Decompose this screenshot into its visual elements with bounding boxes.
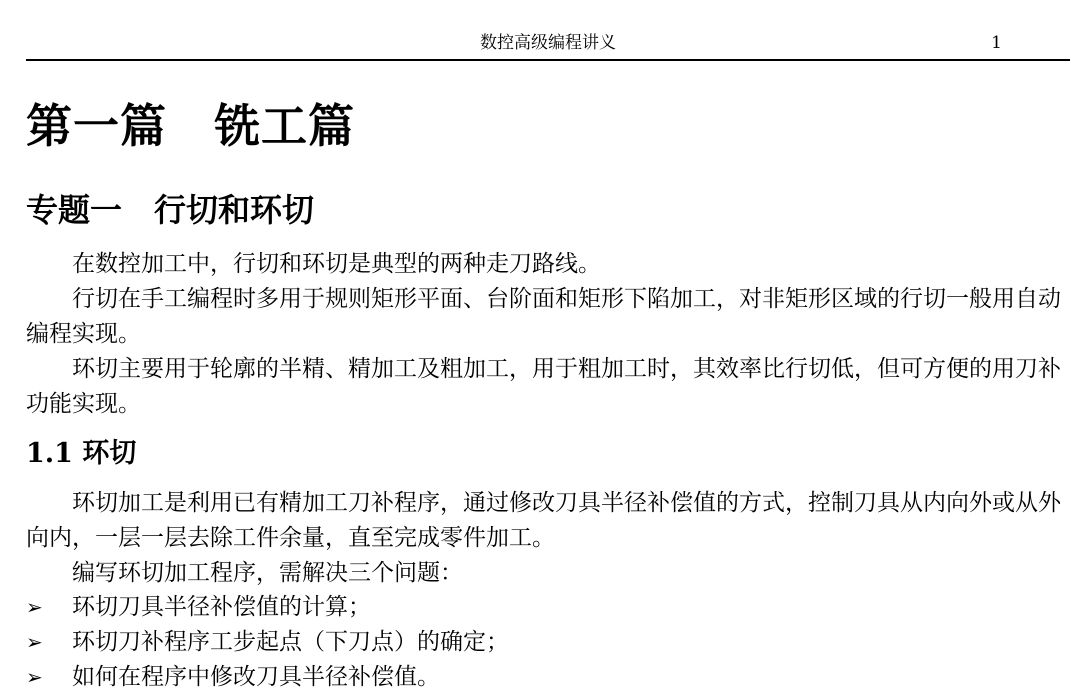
section-paragraph-2: 编写环切加工程序，需解决三个问题： bbox=[72, 560, 463, 586]
header-title: 数控高级编程讲义 bbox=[480, 33, 616, 53]
part-title: 第一篇 铣工篇 bbox=[26, 99, 355, 153]
list-item-text: 环切刀具半径补偿值的计算； bbox=[72, 594, 371, 620]
intro-paragraph-3: 环切主要用于轮廓的半精、精加工及粗加工，用于粗加工时，其效率比行切低，但可方便的用刀补功能实现。 bbox=[26, 356, 1061, 417]
list-item-text: 环切刀补程序工步起点（下刀点）的确定； bbox=[72, 629, 509, 655]
list-item bbox=[26, 590, 1070, 625]
page-header bbox=[26, 28, 1070, 61]
topic-title: 专题一 行切和环切 bbox=[26, 191, 315, 229]
bullet-list bbox=[26, 590, 1070, 695]
list-item bbox=[26, 625, 1070, 660]
arrow-bullet-icon: ➢ bbox=[26, 665, 43, 689]
page-number: 1 bbox=[991, 33, 1002, 53]
section-title: 1.1 环切 bbox=[26, 438, 137, 469]
intro-paragraph-2: 行切在手工编程时多用于规则矩形平面、台阶面和矩形下陷加工，对非矩形区域的行切一般用自动编程实现。 bbox=[26, 286, 1061, 347]
list-item bbox=[26, 660, 1070, 695]
list-item-text: 如何在程序中修改刀具半径补偿值。 bbox=[72, 664, 440, 690]
section-paragraph-1: 环切加工是利用已有精加工刀补程序，通过修改刀具半径补偿值的方式，控制刀具从内向外或从外向内，一层一层去除工件余量，直至完成零件加工。 bbox=[26, 490, 1061, 551]
arrow-bullet-icon: ➢ bbox=[26, 595, 43, 619]
arrow-bullet-icon: ➢ bbox=[26, 630, 43, 654]
intro-paragraph-1: 在数控加工中，行切和环切是典型的两种走刀路线。 bbox=[72, 251, 601, 277]
